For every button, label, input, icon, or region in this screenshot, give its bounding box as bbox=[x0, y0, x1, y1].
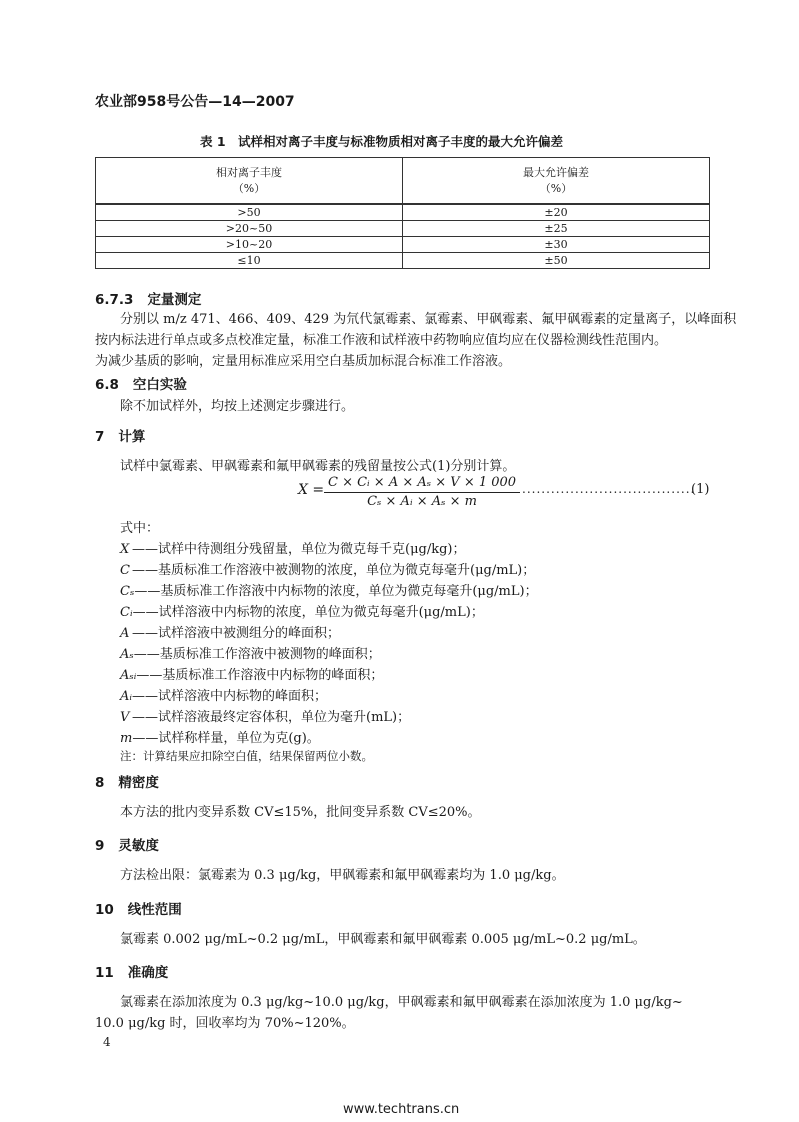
paragraph-line: 氯霉素在添加浓度为 0.3 μg/kg~10.0 μg/kg，甲砜霉素和氟甲砜霉素在添加浓度为 1.0 μg/kg~ bbox=[120, 995, 683, 1010]
table-cell: ≤10 bbox=[96, 253, 403, 269]
where-label: 式中： bbox=[120, 521, 160, 536]
section-heading-6-8: 6.8 空白实验 bbox=[95, 377, 187, 393]
paragraph-line: 分别以 m/z 471、466、409、429 为氘代氯霉素、氯霉素、甲砜霉素、氟甲砜霉素的定量离子，以峰面积 bbox=[120, 312, 737, 327]
definition-item: C ——基质标准工作溶液中被测物的浓度，单位为微克每毫升(μg/mL)； bbox=[120, 563, 536, 578]
definition-item: Cₛ——基质标准工作溶液中内标物的浓度，单位为微克每毫升(μg/mL)； bbox=[120, 584, 538, 599]
definition-item: Aₛ——基质标准工作溶液中被测物的峰面积； bbox=[120, 647, 381, 662]
definition-item: V ——试样溶液最终定容体积，单位为毫升(mL)； bbox=[120, 710, 411, 725]
formula-1 bbox=[298, 474, 718, 514]
table-row bbox=[96, 204, 710, 221]
paragraph-line: 方法检出限：氯霉素为 0.3 μg/kg，甲砜霉素和氟甲砜霉素均为 1.0 μg/kg。 bbox=[120, 868, 565, 883]
table-header-abundance: 相对离子丰度 （%） bbox=[96, 158, 403, 205]
table-cell: >20~50 bbox=[96, 221, 403, 237]
table-row bbox=[96, 221, 710, 237]
section-heading-11: 11 准确度 bbox=[95, 965, 169, 981]
calculation-note: 注：计算结果应扣除空白值，结果保留两位小数。 bbox=[120, 749, 373, 763]
formula-fraction bbox=[324, 474, 520, 511]
deviation-table bbox=[95, 157, 710, 269]
paragraph-line: 除不加试样外，均按上述测定步骤进行。 bbox=[120, 399, 355, 414]
formula-leader-dots: .................................... bbox=[522, 482, 696, 496]
formula-denominator: Cₛ × Aᵢ × Aₛ × m bbox=[367, 494, 477, 509]
document-header: 农业部958号公告—14—2007 bbox=[95, 94, 295, 110]
table-cell: ±20 bbox=[403, 204, 710, 221]
table-row bbox=[96, 253, 710, 269]
paragraph-line: 按内标法进行单点或多点校准定量，标准工作液和试样液中药物响应值均应在仪器检测线性范围内。 bbox=[95, 333, 668, 348]
section-heading-10: 10 线性范围 bbox=[95, 902, 182, 918]
page-number: 4 bbox=[103, 1035, 111, 1049]
paragraph-line: 本方法的批内变异系数 CV≤15%，批间变异系数 CV≤20%。 bbox=[120, 805, 481, 820]
definition-item: X ——试样中待测组分残留量，单位为微克每千克(μg/kg)； bbox=[120, 542, 466, 557]
footer-url: www.techtrans.cn bbox=[343, 1102, 460, 1117]
paragraph-line: 氯霉素 0.002 μg/mL~0.2 μg/mL，甲砜霉素和氟甲砜霉素 0.005 μg/mL~0.2 μg/mL。 bbox=[120, 932, 646, 947]
formula-numerator: C × Cᵢ × A × Aₛ × V × 1 000 bbox=[324, 474, 520, 493]
definition-item: m——试样称样量，单位为克(g)。 bbox=[120, 731, 320, 746]
paragraph-line: 试样中氯霉素、甲砜霉素和氟甲砜霉素的残留量按公式(1)分别计算。 bbox=[120, 459, 516, 474]
table-cell: ±50 bbox=[403, 253, 710, 269]
definition-item: A ——试样溶液中被测组分的峰面积； bbox=[120, 626, 341, 641]
definition-item: Cᵢ——试样溶液中内标物的浓度，单位为微克每毫升(μg/mL)； bbox=[120, 605, 484, 620]
table-title: 表 1 试样相对离子丰度与标准物质相对离子丰度的最大允许偏差 bbox=[200, 134, 564, 149]
table-row bbox=[96, 237, 710, 253]
formula-number: (1) bbox=[691, 482, 710, 497]
definition-item: Aₛᵢ——基质标准工作溶液中内标物的峰面积； bbox=[120, 668, 384, 683]
table-cell: >10~20 bbox=[96, 237, 403, 253]
paragraph-line: 10.0 μg/kg 时，回收率均为 70%~120%。 bbox=[95, 1016, 355, 1031]
section-heading-9: 9 灵敏度 bbox=[95, 838, 159, 854]
table-cell: ±25 bbox=[403, 221, 710, 237]
table-cell: ±30 bbox=[403, 237, 710, 253]
section-heading-8: 8 精密度 bbox=[95, 775, 159, 791]
formula-lhs: X = bbox=[298, 482, 325, 498]
section-heading-6-7-3: 6.7.3 定量测定 bbox=[95, 292, 202, 308]
section-heading-7: 7 计算 bbox=[95, 429, 146, 445]
table-cell: >50 bbox=[96, 204, 403, 221]
paragraph-line: 为减少基质的影响，定量用标准应采用空白基质加标混合标准工作溶液。 bbox=[95, 354, 512, 369]
definition-item: Aᵢ——试样溶液中内标物的峰面积； bbox=[120, 689, 328, 704]
table-header-deviation: 最大允许偏差 （%） bbox=[403, 158, 710, 205]
